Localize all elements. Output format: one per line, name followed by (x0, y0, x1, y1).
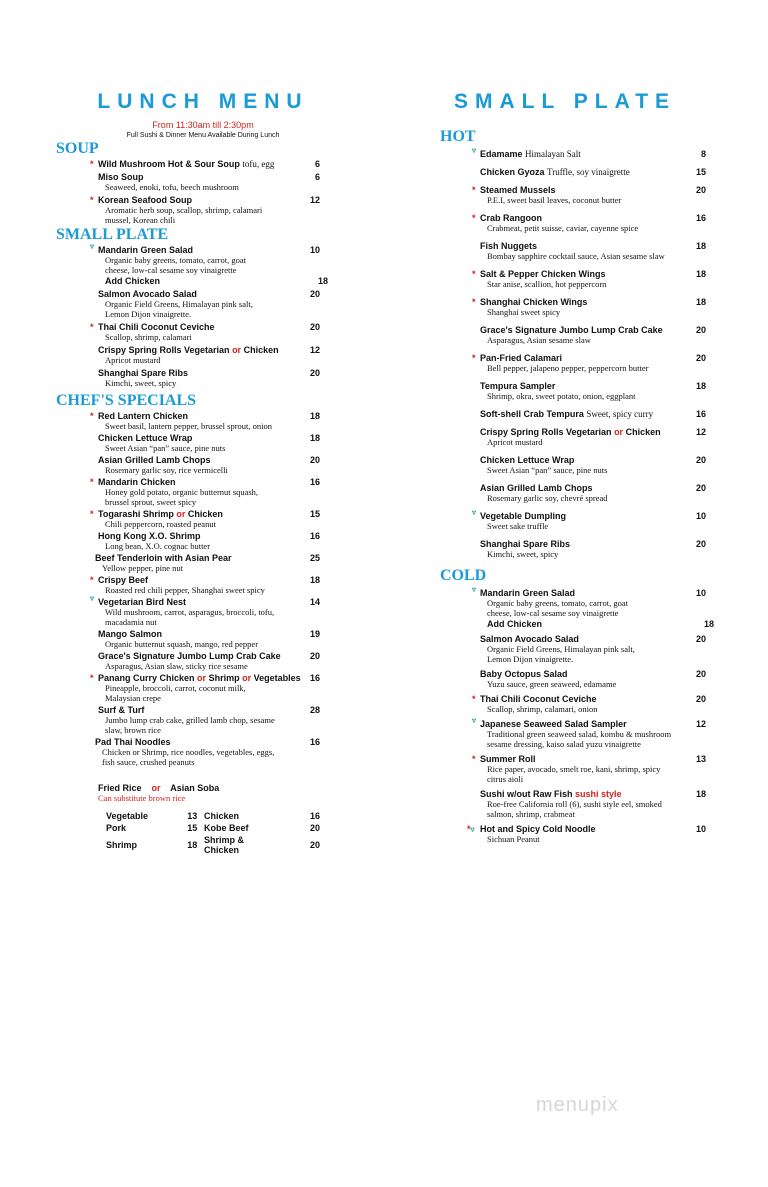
item-name: Salmon Avocado Salad (98, 289, 197, 299)
menu-item (90, 673, 320, 703)
item-price: 18 (695, 789, 706, 799)
item-description: Star anise, scallion, hot peppercorn (487, 279, 607, 289)
item-description: Long bean, X.O. cognac butter (105, 541, 211, 551)
item-price: 20 (695, 455, 706, 465)
item-mark-icon: * (472, 269, 476, 279)
menu-item (480, 427, 706, 447)
item-price: 8 (700, 149, 706, 159)
item-description: Shrimp, okra, sweet potato, onion, eggplant (487, 391, 636, 401)
addon-price: 18 (317, 276, 328, 286)
item-mark-icon: * (472, 213, 476, 223)
menu-item (98, 455, 320, 475)
item-name: Miso Soup (98, 172, 144, 182)
item-name: Togarashi Shrimp or Chicken (98, 509, 223, 519)
item-price: 20 (695, 185, 706, 195)
item-price: 25 (309, 553, 320, 563)
menu-item (98, 629, 320, 649)
item-description: macadamia nut (105, 617, 157, 627)
item-name: Mango Salmon (98, 629, 163, 639)
item-price: 18 (309, 411, 320, 421)
item-name: Thai Chili Coconut Ceviche (98, 322, 215, 332)
menu-item (480, 381, 706, 401)
menu-item (90, 242, 328, 286)
item-price: 28 (309, 705, 320, 715)
menu-item (472, 353, 706, 373)
item-price: 12 (695, 427, 706, 437)
item-price: 12 (695, 719, 706, 729)
item-price: 6 (314, 159, 320, 169)
item-description: brussel sprout, sweet spicy (105, 497, 197, 507)
menu-item (98, 651, 320, 671)
item-description: Roasted red chili pepper, Shanghai sweet spicy (105, 585, 265, 595)
menu-item (472, 694, 706, 714)
small-plate-title: SMALL PLATE (454, 90, 677, 113)
item-price: 16 (309, 737, 320, 747)
item-name: Baby Octopus Salad (480, 669, 568, 679)
item-name: Steamed Mussels (480, 185, 556, 195)
item-name: Pan-Fried Calamari (480, 353, 563, 363)
item-name: Beef Tenderloin with Asian Pear (95, 553, 232, 563)
table-cell: 16 (309, 811, 320, 821)
item-price: 13 (695, 754, 706, 764)
item-description: Organic Field Greens, Himalayan pink salt, (105, 299, 253, 309)
table-cell: Vegetable (106, 811, 149, 821)
item-name: Grace's Signature Jumbo Lump Crab Cake (98, 651, 281, 661)
item-description: Lemon Dijon vinaigrette. (105, 309, 192, 319)
item-mark-icon: * (472, 297, 476, 307)
addon-price: 18 (703, 619, 714, 629)
item-price: 20 (695, 325, 706, 335)
item-name: Surf & Turf (98, 705, 145, 715)
item-price: 12 (309, 345, 320, 355)
menu-item (90, 594, 320, 627)
item-description: Crabmeat, petit suisse, caviar, cayenne spice (487, 223, 639, 233)
item-mark-icon: * (472, 754, 476, 764)
item-description: Sweet basil, lantern pepper, brussel sprout, onion (105, 421, 273, 431)
menu-item (98, 345, 320, 365)
menu-item (480, 325, 706, 345)
item-name: Mandarin Green Salad (480, 588, 576, 598)
small-plate-list (56, 242, 328, 388)
small-plate-column (440, 90, 714, 849)
item-name: Hot and Spicy Cold Noodle (480, 824, 596, 834)
item-price: 20 (695, 694, 706, 704)
item-name: Japanese Seaweed Salad Sampler (480, 719, 627, 729)
item-description: Yellow pepper, pine nut (102, 563, 183, 573)
menu-item (480, 483, 706, 503)
table-row (106, 810, 320, 822)
item-description: Bombay sapphire cocktail sauce, Asian sesame slaw (487, 251, 665, 261)
item-price: 20 (695, 634, 706, 644)
item-description: P.E.I, sweet basil leaves, coconut butter (487, 195, 622, 205)
menu-item (95, 553, 320, 573)
item-mark-icon: * (472, 185, 476, 195)
item-addon: Add Chicken 18 (105, 276, 328, 286)
menu-item (98, 433, 320, 453)
section-cold: COLD (440, 567, 487, 584)
item-price: 16 (695, 409, 706, 419)
item-price: 20 (695, 483, 706, 493)
menu-item (480, 539, 706, 559)
item-price: 12 (309, 195, 320, 205)
menu-item (480, 789, 706, 819)
menu-item (90, 322, 320, 342)
item-description: Asparagus, Asian slaw, sticky rice sesame (105, 661, 248, 671)
item-description: Aromatic herb soup, scallop, shrimp, calamari (105, 205, 263, 215)
item-description: Traditional green seaweed salad, kombu & mushroom (487, 729, 672, 739)
fried-rice-table (106, 810, 320, 856)
item-price: 20 (309, 455, 320, 465)
menu-item (472, 269, 706, 289)
menu-item (90, 411, 320, 431)
table-cell: 13 (187, 811, 198, 821)
menu-item (480, 455, 706, 475)
item-name: Chicken Lettuce Wrap (98, 433, 193, 443)
item-description: Asparagus, Asian sesame slaw (487, 335, 591, 345)
menu-item (480, 634, 706, 664)
item-description: fish sauce, crushed peanuts (102, 757, 195, 767)
item-description: Pineapple, broccoli, carrot, coconut milk, (105, 683, 246, 693)
menu-item (472, 585, 714, 629)
section-chefs-specials: CHEF'S SPECIALS (56, 392, 197, 409)
item-mark-icon: ▿ (472, 508, 477, 517)
menu-item (98, 705, 320, 735)
lunch-hours: From 11:30am till 2:30pm (152, 120, 254, 130)
item-price: 18 (695, 381, 706, 391)
item-name: Soft-shell Crab Tempura Sweet, spicy curry (480, 409, 654, 419)
item-name: Mandarin Green Salad (98, 245, 194, 255)
item-price: 20 (309, 322, 320, 332)
item-mark-icon: * (90, 509, 94, 519)
menu-item (467, 824, 706, 844)
item-description: Scallop, shrimp, calamari, onion (487, 704, 598, 714)
item-description: Roe-free California roll (6), sushi style eel, smoked (487, 799, 662, 809)
item-price: 10 (309, 245, 320, 255)
item-name: Crispy Spring Rolls Vegetarian or Chicken (480, 427, 661, 437)
menu-item (90, 477, 320, 507)
item-description: Sweet sake truffle (487, 521, 549, 531)
item-name: Thai Chili Coconut Ceviche (480, 694, 597, 704)
item-name: Vegetarian Bird Nest (98, 597, 187, 607)
menu-item (472, 146, 706, 159)
table-cell: Shrimp (106, 840, 138, 850)
item-description: Sweet Asian “pan” sauce, pine nuts (487, 465, 608, 475)
item-description: Organic Field Greens, Himalayan pink salt, (487, 644, 635, 654)
table-cell: 15 (187, 823, 198, 833)
item-price: 20 (309, 651, 320, 661)
menu-item (480, 669, 706, 689)
item-description: citrus aioli (487, 774, 524, 784)
menu-item (472, 213, 706, 233)
cold-list (440, 585, 714, 844)
table-cell: Chicken (203, 811, 239, 821)
item-name: Salt & Pepper Chicken Wings (480, 269, 606, 279)
item-name: Shanghai Spare Ribs (98, 368, 189, 378)
menu-item (480, 409, 706, 419)
item-description: Lemon Dijon vinaigrette. (487, 654, 574, 664)
menu-item (90, 509, 320, 529)
item-mark-icon: * (90, 575, 94, 585)
item-price: 20 (695, 669, 706, 679)
item-description: Wild mushroom, carrot, asparagus, broccoli, tofu, (105, 607, 275, 617)
chefs-specials-list (56, 411, 320, 767)
item-description: cheese, low-cal sesame soy vinaigrette (105, 265, 237, 275)
item-description: Shanghai sweet spicy (487, 307, 561, 317)
item-price: 19 (309, 629, 320, 639)
item-price: 6 (314, 172, 320, 182)
item-name: Chicken Lettuce Wrap (480, 455, 575, 465)
item-name: Shanghai Spare Ribs (480, 539, 571, 549)
item-name: Hong Kong X.O. Shrimp (98, 531, 201, 541)
table-cell: 20 (309, 840, 320, 850)
item-price: 15 (695, 167, 706, 177)
item-description: Seaweed, enoki, tofu, beech mushroom (105, 182, 239, 192)
menu-item (90, 195, 320, 225)
fried-rice-title: Fried Rice or Asian Soba (98, 783, 220, 793)
item-price: 20 (695, 353, 706, 363)
menu-item (472, 754, 706, 784)
item-description: cheese, low-cal sesame soy vinaigrette (487, 608, 619, 618)
table-cell: Kobe Beef (203, 823, 249, 833)
item-mark-icon: ▿ (90, 242, 95, 251)
item-name: Crispy Beef (98, 575, 149, 585)
item-description: Jumbo lump crab cake, grilled lamb chop, sesame (105, 715, 275, 725)
watermark-logo: menupix (536, 1094, 619, 1116)
menu-item (480, 241, 706, 261)
item-name: Salmon Avocado Salad (480, 634, 579, 644)
item-name: Tempura Sampler (480, 381, 556, 391)
item-mark-icon: * (90, 673, 94, 683)
item-description: Sweet Asian “pan” sauce, pine nuts (105, 443, 226, 453)
fried-rice-sub: Can substitute brown rice (98, 793, 186, 803)
soup-list (56, 159, 320, 225)
table-row (106, 834, 320, 856)
item-price: 20 (695, 539, 706, 549)
menu-item (90, 575, 320, 595)
item-name: Pad Thai Noodles (95, 737, 171, 747)
menu-item (95, 737, 320, 767)
item-price: 18 (309, 575, 320, 585)
table-row (106, 822, 320, 834)
lunch-menu-title: LUNCH MENU (97, 90, 309, 113)
item-name: Grace's Signature Jumbo Lump Crab Cake (480, 325, 663, 335)
hot-list (440, 146, 706, 559)
menu-item (472, 508, 706, 531)
item-name: Chicken Gyoza Truffle, soy vinaigrette (480, 167, 630, 177)
item-description: Kimchi, sweet, spicy (487, 549, 559, 559)
item-description: Rosemary garlic soy, rice vermicelli (105, 465, 228, 475)
item-addon: Add Chicken 18 (487, 619, 714, 629)
item-description: Chicken or Shrimp, rice noodles, vegetables, eggs, (102, 747, 275, 757)
item-description: Rice paper, avocado, smelt roe, kani, shrimp, spicy (487, 764, 661, 774)
item-price: 10 (695, 511, 706, 521)
item-price: 18 (695, 241, 706, 251)
item-name: Asian Grilled Lamb Chops (480, 483, 593, 493)
item-name: Crab Rangoon (480, 213, 542, 223)
item-price: 18 (695, 269, 706, 279)
item-price: 16 (309, 531, 320, 541)
item-price: 18 (309, 433, 320, 443)
item-description: Chili peppercorn, roasted peanut (105, 519, 216, 529)
item-description: sesame dressing, kaiso salad yuzu vinaigrette (487, 739, 641, 749)
fried-rice-block (56, 783, 320, 856)
item-mark-icon: * (90, 322, 94, 332)
item-mark-icon: * (90, 477, 94, 487)
item-name: Korean Seafood Soup (98, 195, 193, 205)
item-mark-icon: ▿ (90, 594, 95, 603)
menu-item (98, 531, 320, 551)
item-name: Summer Roll (480, 754, 536, 764)
item-mark-icon: * (90, 195, 94, 205)
item-description: Malaysian crepe (105, 693, 161, 703)
item-name: Wild Mushroom Hot & Sour Soup tofu, egg (98, 159, 275, 169)
menu-item (480, 167, 706, 177)
item-price: 14 (309, 597, 320, 607)
item-price: 20 (309, 289, 320, 299)
section-hot: HOT (440, 128, 476, 145)
item-name: Asian Grilled Lamb Chops (98, 455, 211, 465)
item-description: Kimchi, sweet, spicy (105, 378, 177, 388)
menu-item (472, 297, 706, 317)
lunch-note: Full Sushi & Dinner Menu Available During Lunch (126, 132, 280, 139)
item-price: 16 (309, 673, 320, 683)
item-mark-icon: * (472, 353, 476, 363)
item-description: salmon, shrimp, crabmeat (487, 809, 575, 819)
item-description: Organic baby greens, tomato, carrot, goat (487, 598, 628, 608)
item-description: Bell pepper, jalapeno pepper, peppercorn butter (487, 363, 649, 373)
item-mark-icon: ▿ (472, 716, 477, 725)
item-name: Red Lantern Chicken (98, 411, 189, 421)
item-mark-icon: *▿ (467, 824, 475, 834)
table-cell: Shrimp & Chicken (203, 835, 244, 855)
item-description: slaw, brown rice (105, 725, 161, 735)
menu-item (472, 716, 706, 749)
item-mark-icon: * (90, 411, 94, 421)
section-soup: SOUP (56, 140, 99, 157)
menu-item (98, 289, 320, 319)
table-cell: 18 (187, 840, 198, 850)
item-price: 10 (695, 824, 706, 834)
item-mark-icon: * (472, 694, 476, 704)
item-name: Panang Curry Chicken or Shrimp or Vegetables (98, 673, 301, 683)
item-description: mussel, Korean chili (105, 215, 176, 225)
item-name: Edamame Himalayan Salt (480, 149, 581, 159)
item-price: 16 (695, 213, 706, 223)
item-description: Rosemary garlic soy, chevré spread (487, 493, 608, 503)
table-cell: Pork (106, 823, 127, 833)
item-price: 10 (695, 588, 706, 598)
item-description: Scallop, shrimp, calamari (105, 332, 192, 342)
item-mark-icon: ▿ (472, 585, 477, 594)
menu-item (98, 368, 320, 388)
item-description: Sichuan Peanut (487, 834, 540, 844)
table-cell: 20 (309, 823, 320, 833)
menu-item (90, 159, 320, 169)
item-name: Shanghai Chicken Wings (480, 297, 588, 307)
menu-item (472, 185, 706, 205)
item-description: Organic baby greens, tomato, carrot, goat (105, 255, 246, 265)
item-mark-icon: * (90, 159, 94, 169)
item-name: Crispy Spring Rolls Vegetarian or Chicken (98, 345, 279, 355)
item-name: Vegetable Dumpling (480, 511, 567, 521)
item-price: 18 (695, 297, 706, 307)
item-price: 20 (309, 368, 320, 378)
lunch-menu-column (56, 90, 328, 856)
item-description: Yuzu sauce, green seaweed, edamame (487, 679, 617, 689)
item-description: Honey gold potato, organic butternut squash, (105, 487, 259, 497)
item-name: Mandarin Chicken (98, 477, 176, 487)
item-name: Sushi w/out Raw Fish sushi style (480, 789, 622, 799)
item-mark-icon: ▿ (472, 146, 477, 155)
item-description: Organic butternut squash, mango, red pepper (105, 639, 259, 649)
item-description: Apricot mustard (487, 437, 543, 447)
section-small-plate: SMALL PLATE (56, 226, 169, 243)
item-name: Fish Nuggets (480, 241, 538, 251)
item-description: Apricot mustard (105, 355, 161, 365)
item-price: 15 (309, 509, 320, 519)
menu-item (98, 172, 320, 192)
item-price: 16 (309, 477, 320, 487)
